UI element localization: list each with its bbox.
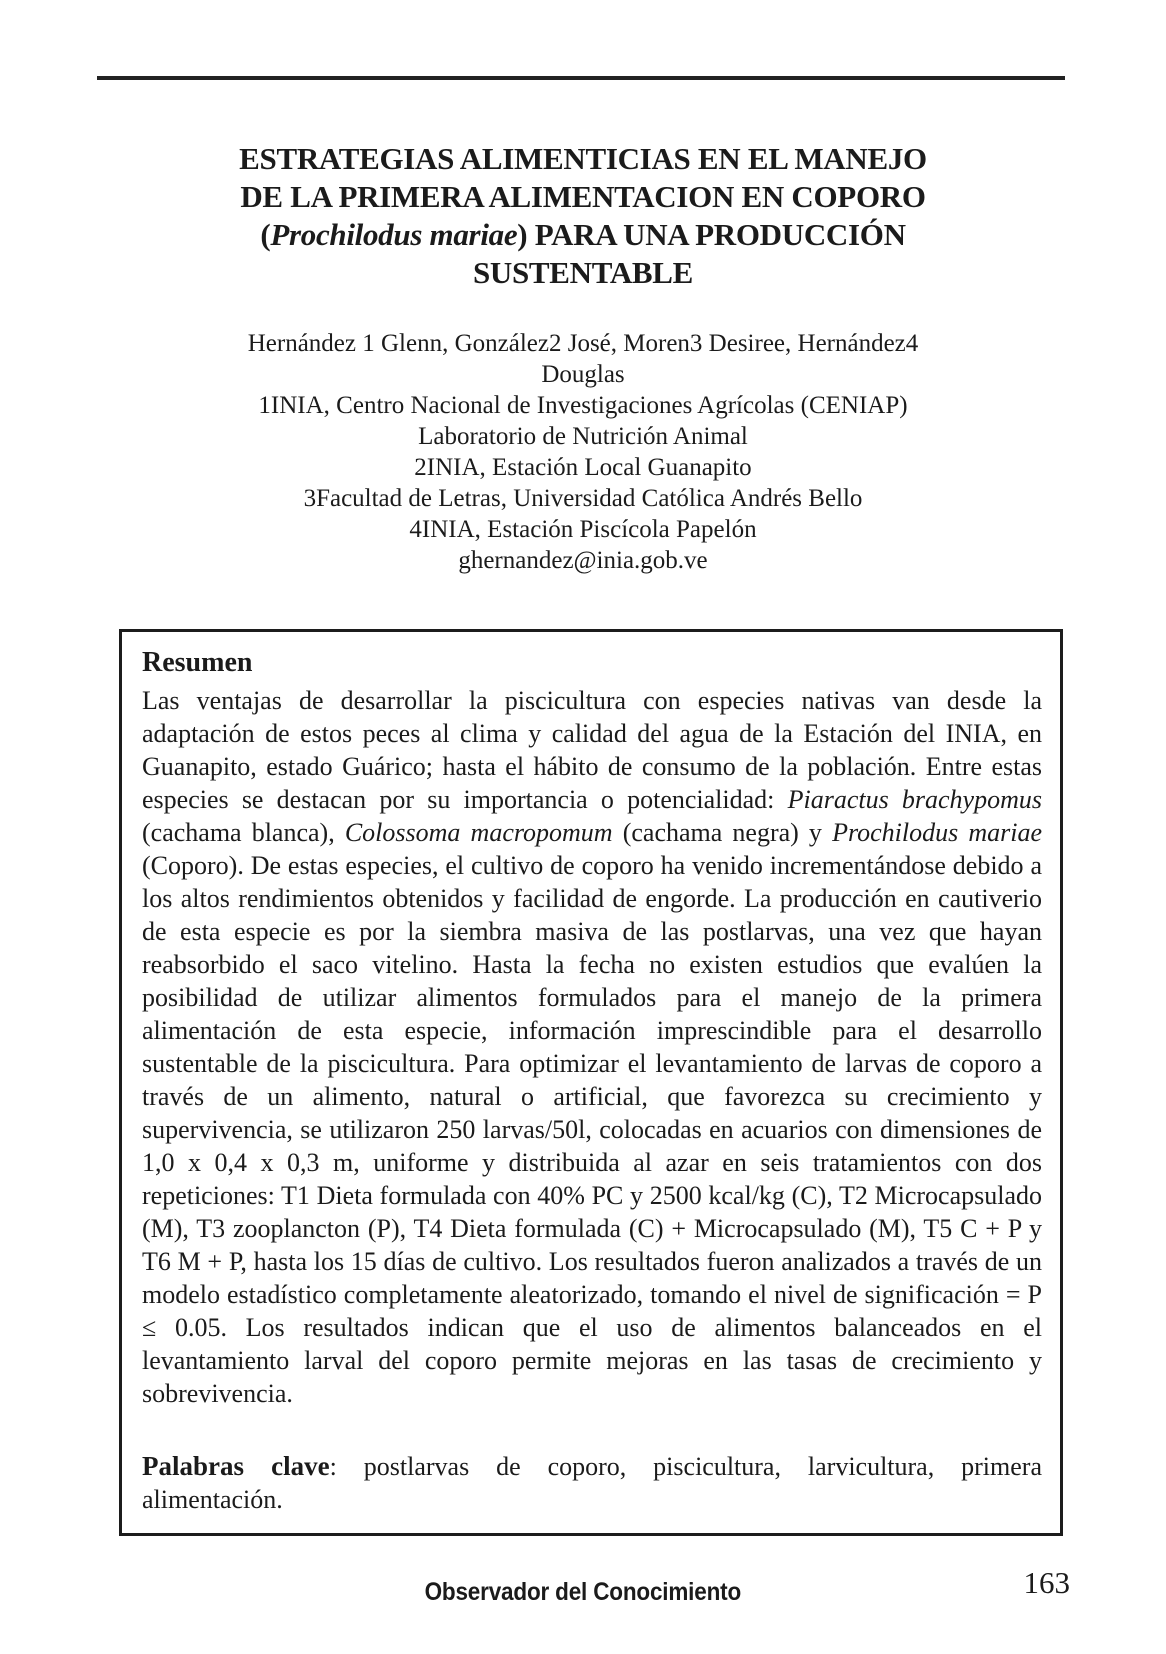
- text-run: Prochilodus mariae: [270, 217, 518, 252]
- text-run: ghernandez@inia.gob.ve: [458, 547, 708, 574]
- page-number: 163: [1023, 1565, 1070, 1600]
- text-run: Colossoma macropomum: [344, 818, 613, 847]
- text-run: 2INIA, Estación Local Guanapito: [414, 454, 752, 481]
- authors-affiliations-block: [83, 328, 1083, 576]
- text-run: Douglas: [541, 361, 625, 388]
- text-run: Prochilodus mariae: [832, 818, 1042, 847]
- text-run: DE LA PRIMERA ALIMENTACION EN COPORO: [240, 179, 926, 214]
- footer-journal-label: Observador del Conocimiento: [424, 1578, 742, 1606]
- footer-journal-name: [83, 1578, 1083, 1607]
- keywords-label: Palabras clave: [142, 1451, 330, 1481]
- keywords-text: : postlarvas de coporo, piscicultura, larvicultura, primera alimentación.: [142, 1452, 1042, 1514]
- text-run: SUSTENTABLE: [472, 255, 694, 290]
- text-run: 3Facultad de Letras, Universidad Católica Andrés Bello: [303, 485, 863, 512]
- keywords-line: [142, 1450, 1042, 1516]
- text-run: (cachama negra) y: [612, 818, 833, 847]
- header-rule: [97, 76, 1065, 80]
- text-run: Las ventajas de desarrollar la piscicultura con especies nativas van desde la adaptación de estos peces al clima y calidad del agua de la Estación del INIA, en Guanapito, estado Guárico; hasta el hábito de consumo de la población. Entre estas especies se destacan por su importancia o potencialidad:: [142, 686, 1042, 814]
- text-run: ESTRATEGIAS ALIMENTICIAS EN EL MANEJO: [239, 141, 927, 176]
- abstract-box: [119, 629, 1063, 1536]
- text-run: Piaractus brachypomus: [787, 785, 1042, 814]
- text-run: 4INIA, Estación Piscícola Papelón: [409, 516, 757, 543]
- text-run: ) PARA UNA PRODUCCIÓN: [517, 217, 906, 252]
- text-run: Hernández 1 Glenn, González2 José, Moren3 Desiree, Hernández4: [247, 330, 919, 357]
- abstract-heading: Resumen: [142, 647, 253, 678]
- text-run: Laboratorio de Nutrición Animal: [418, 423, 748, 450]
- text-run: (Coporo). De estas especies, el cultivo de coporo ha venido incrementándose debido a los altos rendimientos obtenidos y facilidad de engorde. La producción en cautiverio de esta especie es por la siembra masiva de las postlarvas, una vez que hayan reabsorbido el saco vitelino. Hasta la fecha no existen estudios que evalúen la posibilidad de utilizar alimentos formulados para el manejo de la primera alimentación de esta especie, información imprescindible para el desarrollo sustentable de la piscicultura. Para optimizar el levantamiento de larvas de coporo a través de un alimento, natural o artificial, que favorezca su crecimiento y supervivencia, se utilizaron 250 larvas/50l, colocadas en acuarios con dimensiones de 1,0 x 0,4 x 0,3 m, uniforme y distribuida al azar en seis tratamientos con dos repeticiones: T1 Dieta formulada con 40% PC y 2500 kcal/kg (C), T2 Microcapsulado (M), T3 zooplancton (P), T4 Dieta formulada (C) + Microcapsulado (M), T5 C + P y T6 M + P, hasta los 15 días de cultivo. Los resultados fueron analizados a través de un modelo estadístico completamente aleatorizado, tomando el nivel de significación = P ≤ 0.05. Los resultados indican que el uso de alimentos balanceados en el levantamiento larval del coporo permite mejoras en las tasas de crecimiento y sobrevivencia.: [142, 851, 1042, 1408]
- abstract-text: [142, 684, 1042, 1410]
- text-run: (: [260, 217, 271, 252]
- article-title: [83, 140, 1083, 292]
- text-run: (cachama blanca),: [142, 818, 345, 847]
- text-run: 1INIA, Centro Nacional de Investigaciones Agrícolas (CENIAP): [258, 392, 908, 419]
